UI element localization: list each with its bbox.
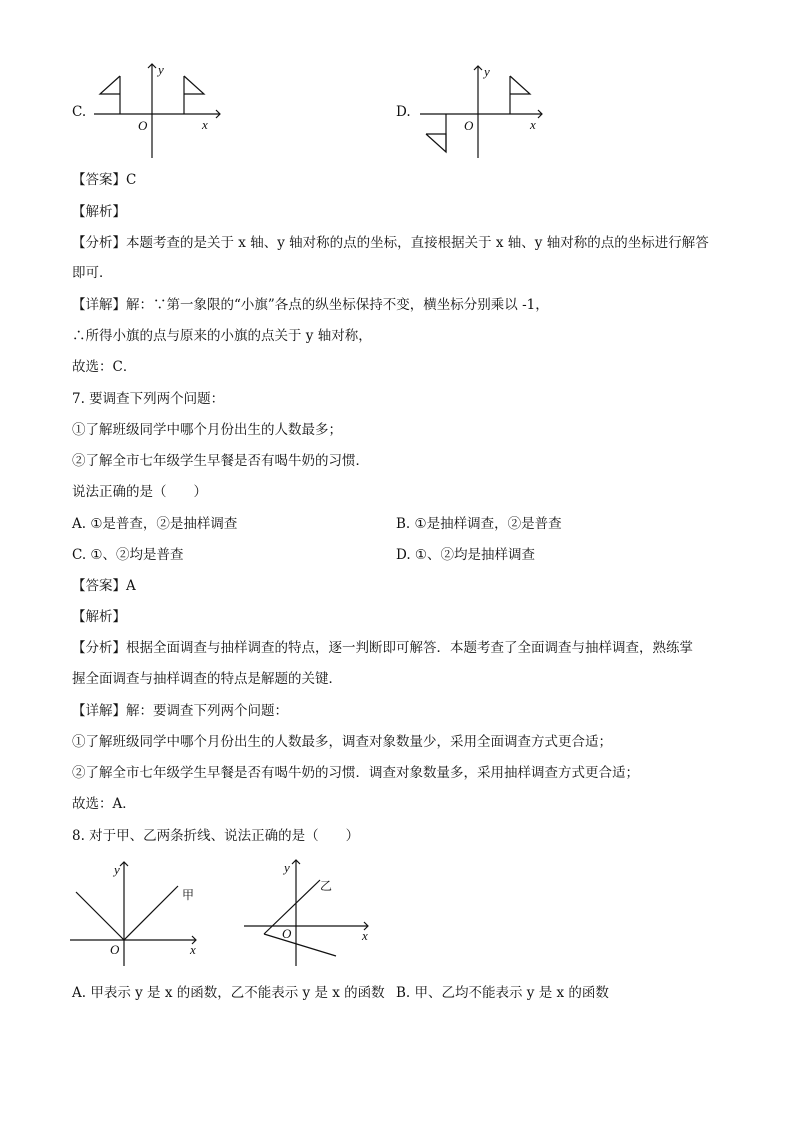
q7-prompt: 说法正确的是（ ）	[72, 484, 207, 500]
q7-analysis-title: 【解析】	[72, 609, 126, 625]
c-axis-x: x	[202, 117, 208, 132]
q6-analysis-title: 【解析】	[72, 204, 126, 220]
q7-option-c: C. ①、②均是普查	[72, 547, 184, 563]
q8-option-a: A. 甲表示 y 是 x 的函数，乙不能表示 y 是 x 的函数	[72, 985, 385, 1001]
option-c-label: C.	[72, 104, 87, 120]
q6-choice: 故选：C．	[72, 359, 137, 375]
jia-axis-x: x	[190, 942, 196, 957]
q7-option-b: B. ①是抽样调查，②是普查	[396, 516, 562, 532]
yi-axis-x: x	[362, 928, 368, 943]
graph-jia	[66, 858, 216, 970]
q7-analysis-line1: 【分析】根据全面调查与抽样调查的特点，逐一判断即可解答．本题考查了全面调查与抽样调查，熟练掌	[72, 640, 693, 656]
q6-answer: 【答案】C	[72, 172, 137, 188]
q7-option-a: A. ①是普查，②是抽样调查	[72, 516, 238, 532]
graph-option-c	[88, 62, 228, 162]
q6-analysis-line2: 即可．	[72, 265, 113, 281]
q7-stem: 7. 要调查下列两个问题：	[72, 391, 225, 407]
graph-option-d	[414, 62, 554, 162]
graph-yi	[240, 856, 380, 970]
q6-detail-line1: 【详解】解：∵第一象限的“小旗”各点的纵坐标保持不变，横坐标分别乘以 -1，	[72, 297, 549, 313]
q7-answer: 【答案】A	[72, 578, 136, 594]
jia-axis-y: y	[114, 862, 120, 877]
d-axis-y: y	[484, 64, 490, 79]
c-origin: O	[138, 118, 148, 133]
q7-detail-line2: ①了解班级同学中哪个月份出生的人数最多，调查对象数量少，采用全面调查方式更合适；	[72, 734, 612, 750]
c-axis-y: y	[158, 62, 164, 77]
q7-item1: ①了解班级同学中哪个月份出生的人数最多；	[72, 422, 342, 438]
q7-option-d: D. ①、②均是抽样调查	[396, 547, 536, 563]
q7-analysis-line2: 握全面调查与抽样调查的特点是解题的关键．	[72, 671, 342, 687]
q6-detail-line2: ∴所得小旗的点与原来的小旗的点关于 y 轴对称，	[72, 328, 372, 344]
q6-analysis-line1: 【分析】本题考查的是关于 x 轴、y 轴对称的点的坐标，直接根据关于 x 轴、y 轴对称的点的坐标进行解答	[72, 235, 709, 251]
q7-detail-line1: 【详解】解：要调查下列两个问题：	[72, 703, 288, 719]
d-origin: O	[464, 118, 474, 133]
jia-origin: O	[110, 942, 120, 957]
option-d-label: D.	[396, 104, 411, 120]
yi-label: 乙	[320, 879, 333, 893]
q8-option-b: B. 甲、乙均不能表示 y 是 x 的函数	[396, 985, 609, 1001]
d-axis-x: x	[530, 117, 536, 132]
q7-item2: ②了解全市七年级学生早餐是否有喝牛奶的习惯．	[72, 453, 369, 469]
yi-origin: O	[282, 926, 292, 941]
q8-stem: 8. 对于甲、乙两条折线、说法正确的是（ ）	[72, 828, 360, 844]
jia-label: 甲	[182, 888, 195, 902]
yi-axis-y: y	[284, 860, 290, 875]
q7-choice: 故选：A．	[72, 796, 136, 812]
q7-detail-line3: ②了解全市七年级学生早餐是否有喝牛奶的习惯．调查对象数量多，采用抽样调查方式更合适；	[72, 765, 639, 781]
